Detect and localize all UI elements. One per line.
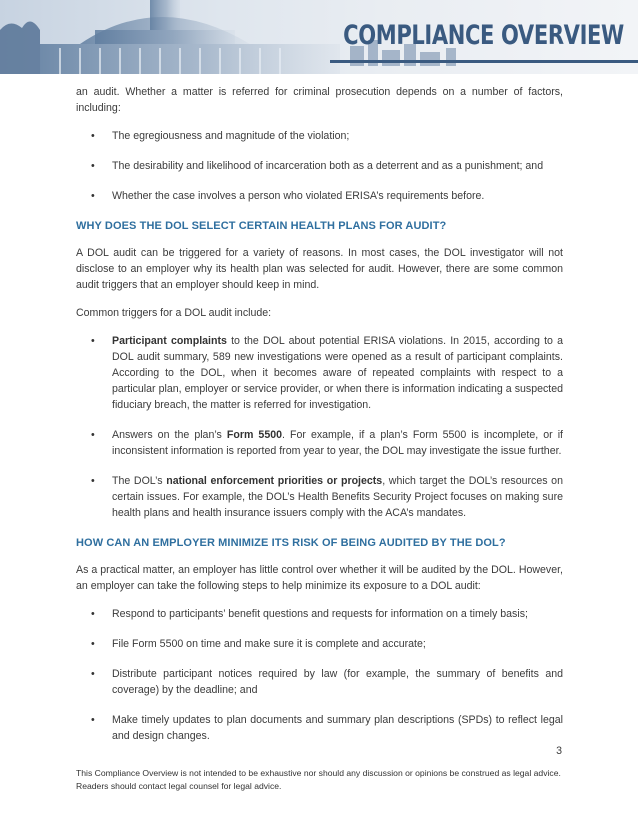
bold-term: national enforcement priorities or projects [166, 475, 383, 487]
document-body [76, 84, 563, 758]
header-title: COMPLIANCE OVERVIEW [343, 20, 624, 51]
paragraph: A DOL audit can be triggered for a variety of reasons. In most cases, the DOL investigator will not disclose to an employer why its health plan was selected for audit. However, there are some common audit triggers that an employer should keep in mind. [76, 247, 563, 291]
list-item: • Distribute participant notices required by law (for example, the summary of benefits and coverage) by the deadline; and [76, 666, 563, 698]
list-item: • The desirability and likelihood of incarceration both as a deterrent and as a punishment; and [76, 158, 563, 174]
list-item: • Answers on the plan’s Form 5500. For example, if a plan’s Form 5500 is incomplete, or if inconsistent information is reported from year to year, the DOL may investigate the issue further. [76, 427, 563, 459]
paragraph: As a practical matter, an employer has little control over whether it will be audited by the DOL. However, an employer can take the following steps to help minimize its exposure to a DOL audit: [76, 564, 563, 592]
page-number: 3 [556, 745, 562, 757]
list-item: • The egregiousness and magnitude of the violation; [76, 128, 563, 144]
factors-list [76, 128, 563, 204]
intro-paragraph: an audit. Whether a matter is referred for criminal prosecution depends on a number of factors, including: [76, 86, 563, 114]
list-item: • File Form 5500 on time and make sure it is complete and accurate; [76, 636, 563, 652]
header-banner [0, 0, 638, 74]
steps-list [76, 606, 563, 744]
footer-disclaimer [76, 767, 576, 792]
footer-line: Readers should contact legal counsel for legal advice. [76, 780, 282, 791]
list-item: • Respond to participants’ benefit questions and requests for information on a timely basis; [76, 606, 563, 622]
list-item: • Make timely updates to plan documents and summary plan descriptions (SPDs) to reflect legal and design changes. [76, 712, 563, 744]
footer-line: This Compliance Overview is not intended to be exhaustive nor should any discussion or opinions be construed as legal advice. [76, 768, 561, 778]
header-rule [330, 60, 638, 63]
section-heading: HOW CAN AN EMPLOYER MINIMIZE ITS RISK OF BEING AUDITED BY THE DOL? [76, 537, 506, 549]
list-item: • Participant complaints to the DOL about potential ERISA violations. In 2015, according to a DOL audit summary, 589 new investigations were opened as a result of participant complaints. According to the DOL, when it becomes aware of repeated complaints with respect to a particular plan, employer or service provider, or when there is information indicating a suspected fiduciary breach, the matter is referred for investigation. [76, 333, 563, 413]
list-item: • Whether the case involves a person who violated ERISA’s requirements before. [76, 188, 563, 204]
section-heading: WHY DOES THE DOL SELECT CERTAIN HEALTH PLANS FOR AUDIT? [76, 220, 447, 232]
bold-term: Form 5500 [226, 429, 282, 441]
triggers-list [76, 333, 563, 521]
bold-term: Participant complaints [112, 335, 227, 347]
paragraph: Common triggers for a DOL audit include: [76, 307, 272, 319]
list-item: • The DOL’s national enforcement priorities or projects, which target the DOL’s resources on certain issues. For example, the DOL’s Health Benefits Security Project focuses on making sure health plans and health insurance issuers comply with the ACA’s mandates. [76, 473, 563, 521]
